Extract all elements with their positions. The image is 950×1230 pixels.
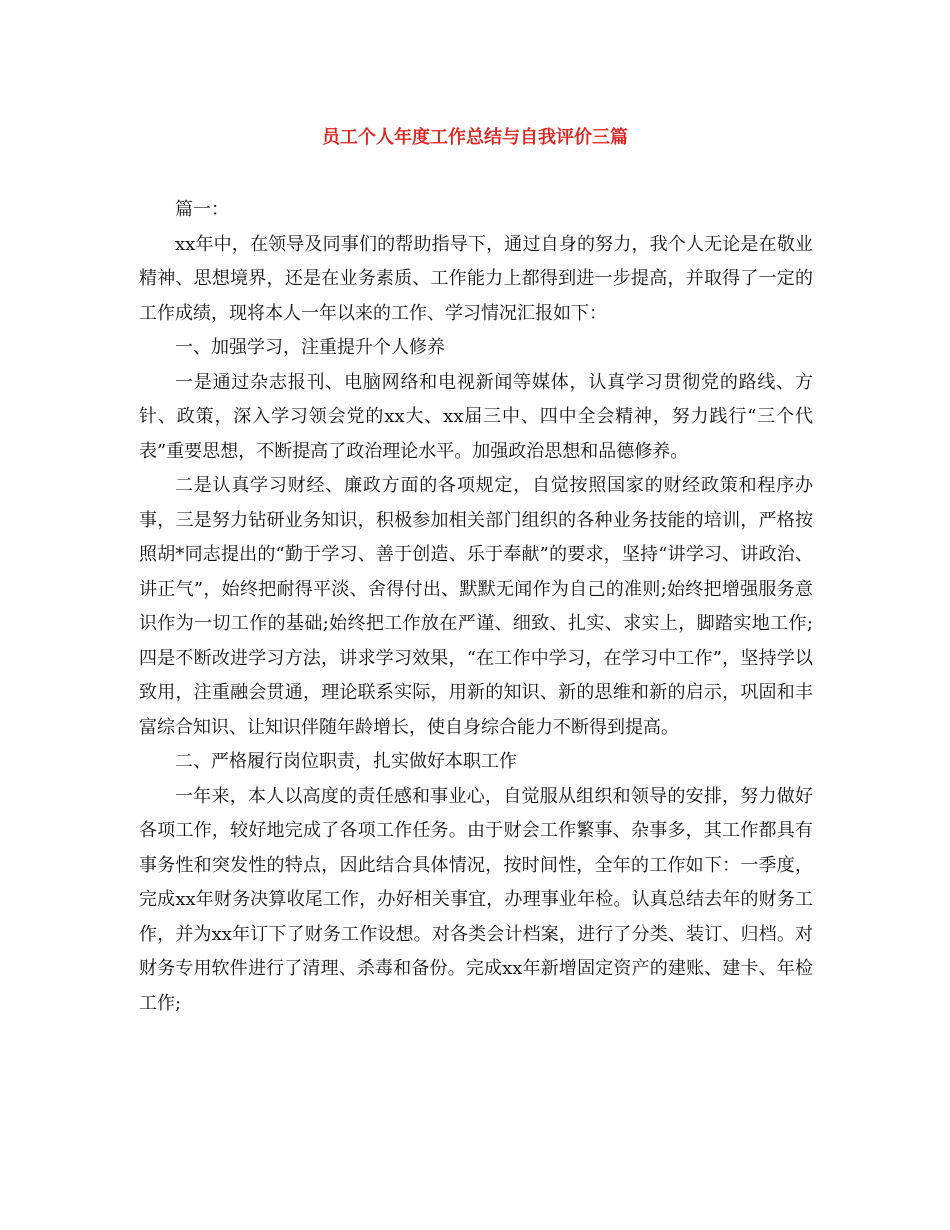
body-paragraph: 二是认真学习财经、廉政方面的各项规定，自觉按照国家的财经政策和程序办事，三是努力钻研业务知识，积极参加相关部门组织的各种业务技能的培训，严格按照胡*同志提出的“勤于学习、善于创造、乐于奉献”的要求，坚持“讲学习、讲政治、讲正气”，始终把耐得平淡、舍得付出、默默无闻作为自己的准则;始终把增强服务意识作为一切工作的基础;始终把工作放在严谨、细致、扎实、求实上，脚踏实地工作;四是不断改进学习方法，讲求学习效果，“在工作中学习，在学习中工作”，坚持学以致用，注重融会贯通，理论联系实际，用新的知识、新的思维和新的启示，巩固和丰富综合知识、让知识伴随年龄增长，使自身综合能力不断得到提高。	[139, 475, 813, 738]
section-heading: 二、严格履行岗位职责，扎实做好本职工作	[175, 751, 517, 772]
body-paragraph: 一是通过杂志报刊、电脑网络和电视新闻等媒体，认真学习贯彻党的路线、方针、政策，深入学习领会党的xx大、xx届三中、四中全会精神，努力践行“三个代表”重要思想，不断提高了政治理论水平。加强政治思想和品德修养。	[139, 371, 813, 462]
section-label: 篇一：	[175, 199, 229, 220]
body-paragraph: 一年来，本人以高度的责任感和事业心，自觉服从组织和领导的安排，努力做好各项工作，较好地完成了各项工作任务。由于财会工作繁事、杂事多，其工作都具有事务性和突发性的特点，因此结合具体情况，按时间性，全年的工作如下：一季度，完成xx年财务决算收尾工作，办好相关事宜，办理事业年检。认真总结去年的财务工作，并为xx年订下了财务工作设想。对各类会计档案，进行了分类、装订、归档。对财务专用软件进行了清理、杀毒和备份。完成xx年新增固定资产的建账、建卡、年检工作;	[139, 785, 813, 1014]
document-title: 员工个人年度工作总结与自我评价三篇	[322, 127, 628, 148]
section-heading: 一、加强学习，注重提升个人修养	[175, 337, 445, 358]
body-paragraph: xx年中，在领导及同事们的帮助指导下，通过自身的努力，我个人无论是在敬业精神、思想境界，还是在业务素质、工作能力上都得到进一步提高，并取得了一定的工作成绩，现将本人一年以来的工作、学习情况汇报如下：	[139, 233, 813, 324]
document-body	[139, 193, 813, 1021]
